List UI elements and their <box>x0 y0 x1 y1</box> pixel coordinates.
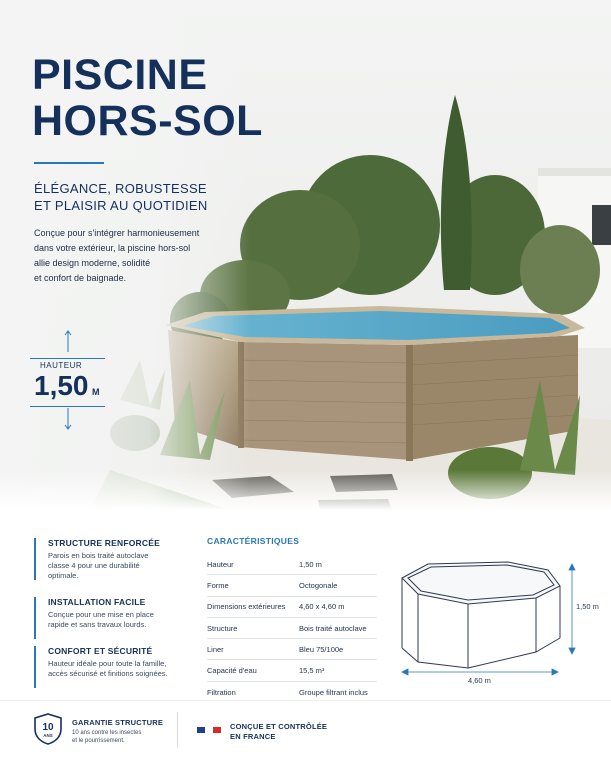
feature-desc-line: classe 4 pour une durabilité <box>48 561 140 570</box>
arrow-down-icon <box>64 408 72 430</box>
arrow-up-icon <box>64 330 72 352</box>
height-value: 1,50 <box>34 370 89 401</box>
footer-divider <box>0 700 611 701</box>
france-flag-icon <box>197 727 221 733</box>
spec-value: 15,5 m³ <box>299 666 325 676</box>
spec-value: Octogonale <box>299 580 338 590</box>
spec-row <box>207 575 377 596</box>
subtitle-line-2: ET PLAISIR AU QUOTIDIEN <box>34 198 208 213</box>
spec-key: Filtration <box>207 687 236 697</box>
height-callout <box>30 330 110 430</box>
spec-value: 4,60 x 4,60 m <box>299 602 345 612</box>
subtitle <box>34 180 208 214</box>
diagram-width-label: 4,60 m <box>468 676 491 685</box>
specs-title: CARACTÉRISTIQUES <box>207 536 300 546</box>
feature-desc <box>48 659 184 679</box>
intro-text <box>34 226 224 286</box>
guarantee-desc-line: et le pourrissement. <box>72 738 125 744</box>
features-list <box>34 538 184 695</box>
feature-confort <box>34 646 184 679</box>
subtitle-line-1: ÉLÉGANCE, ROBUSTESSE <box>34 181 207 196</box>
feature-desc <box>48 551 184 581</box>
made-in-france-line-2: EN FRANCE <box>230 732 276 741</box>
spec-row <box>207 597 377 618</box>
spec-key: Forme <box>207 580 229 590</box>
spec-row <box>207 554 377 575</box>
feature-desc-line: optimale. <box>48 571 79 580</box>
feature-title: INSTALLATION FACILE <box>48 597 146 607</box>
badge-unit: ANS <box>43 733 53 738</box>
pool-dimension-diagram <box>388 548 611 698</box>
feature-desc <box>48 610 184 630</box>
spec-key: Capacité d'eau <box>207 666 257 676</box>
spec-row <box>207 639 377 660</box>
footer-separator <box>177 712 178 748</box>
feature-desc-line: rapide et sans travaux lourds. <box>48 620 147 629</box>
intro-line: dans votre extérieur, la piscine hors-sol <box>34 243 191 253</box>
feature-desc-line: Conçue pour une mise en place <box>48 610 154 619</box>
guarantee-title: GARANTIE STRUCTURE <box>72 718 164 727</box>
diagram-height-label: 1,50 m <box>576 602 599 611</box>
feature-title: STRUCTURE RENFORCÉE <box>48 538 160 548</box>
feature-desc-line: Hauteur idéale pour toute la famille, <box>48 659 167 668</box>
intro-line: allie design moderne, solidité <box>34 258 151 268</box>
intro-line: Conçue pour s'intégrer harmonieusement <box>34 228 200 238</box>
feature-title: CONFORT ET SÉCURITÉ <box>48 646 153 656</box>
guarantee-desc <box>72 729 172 745</box>
height-label: HAUTEUR <box>40 361 83 370</box>
guarantee-desc-line: 10 ans contre les insectes <box>72 730 142 736</box>
height-unit: M <box>92 387 100 397</box>
title-line-1: PISCINE <box>32 51 208 99</box>
intro-line: et confort de baignade. <box>34 273 127 283</box>
spec-value: Bleu 75/100e <box>299 644 344 654</box>
title-line-2: HORS-SOL <box>32 97 263 145</box>
spec-row <box>207 660 377 681</box>
badge-number: 10 <box>42 722 54 733</box>
spec-key: Dimensions extérieures <box>207 602 286 612</box>
height-rule-bottom <box>30 406 105 407</box>
feature-desc-line: Parois en bois traité autoclave <box>48 551 149 560</box>
spec-key: Structure <box>207 623 238 633</box>
height-rule-top <box>30 358 105 359</box>
feature-desc-line: accès sécurisé et finitions soignées. <box>48 669 168 678</box>
shield-badge-icon <box>34 713 62 745</box>
spec-key: Liner <box>207 644 224 654</box>
octagon-pool-drawing <box>388 548 611 698</box>
spec-value: Bois traité autoclave <box>299 623 367 633</box>
title-divider <box>34 162 104 164</box>
feature-installation <box>34 597 184 630</box>
feature-structure <box>34 538 184 581</box>
page-title <box>32 52 263 144</box>
made-in-france-line-1: CONÇUE ET CONTRÔLÉE <box>230 722 328 731</box>
spec-key: Hauteur <box>207 559 234 569</box>
spec-value: 1,50 m <box>299 559 322 569</box>
spec-row <box>207 618 377 639</box>
specs-table <box>207 536 377 703</box>
spec-value: Groupe filtrant inclus <box>299 687 368 697</box>
